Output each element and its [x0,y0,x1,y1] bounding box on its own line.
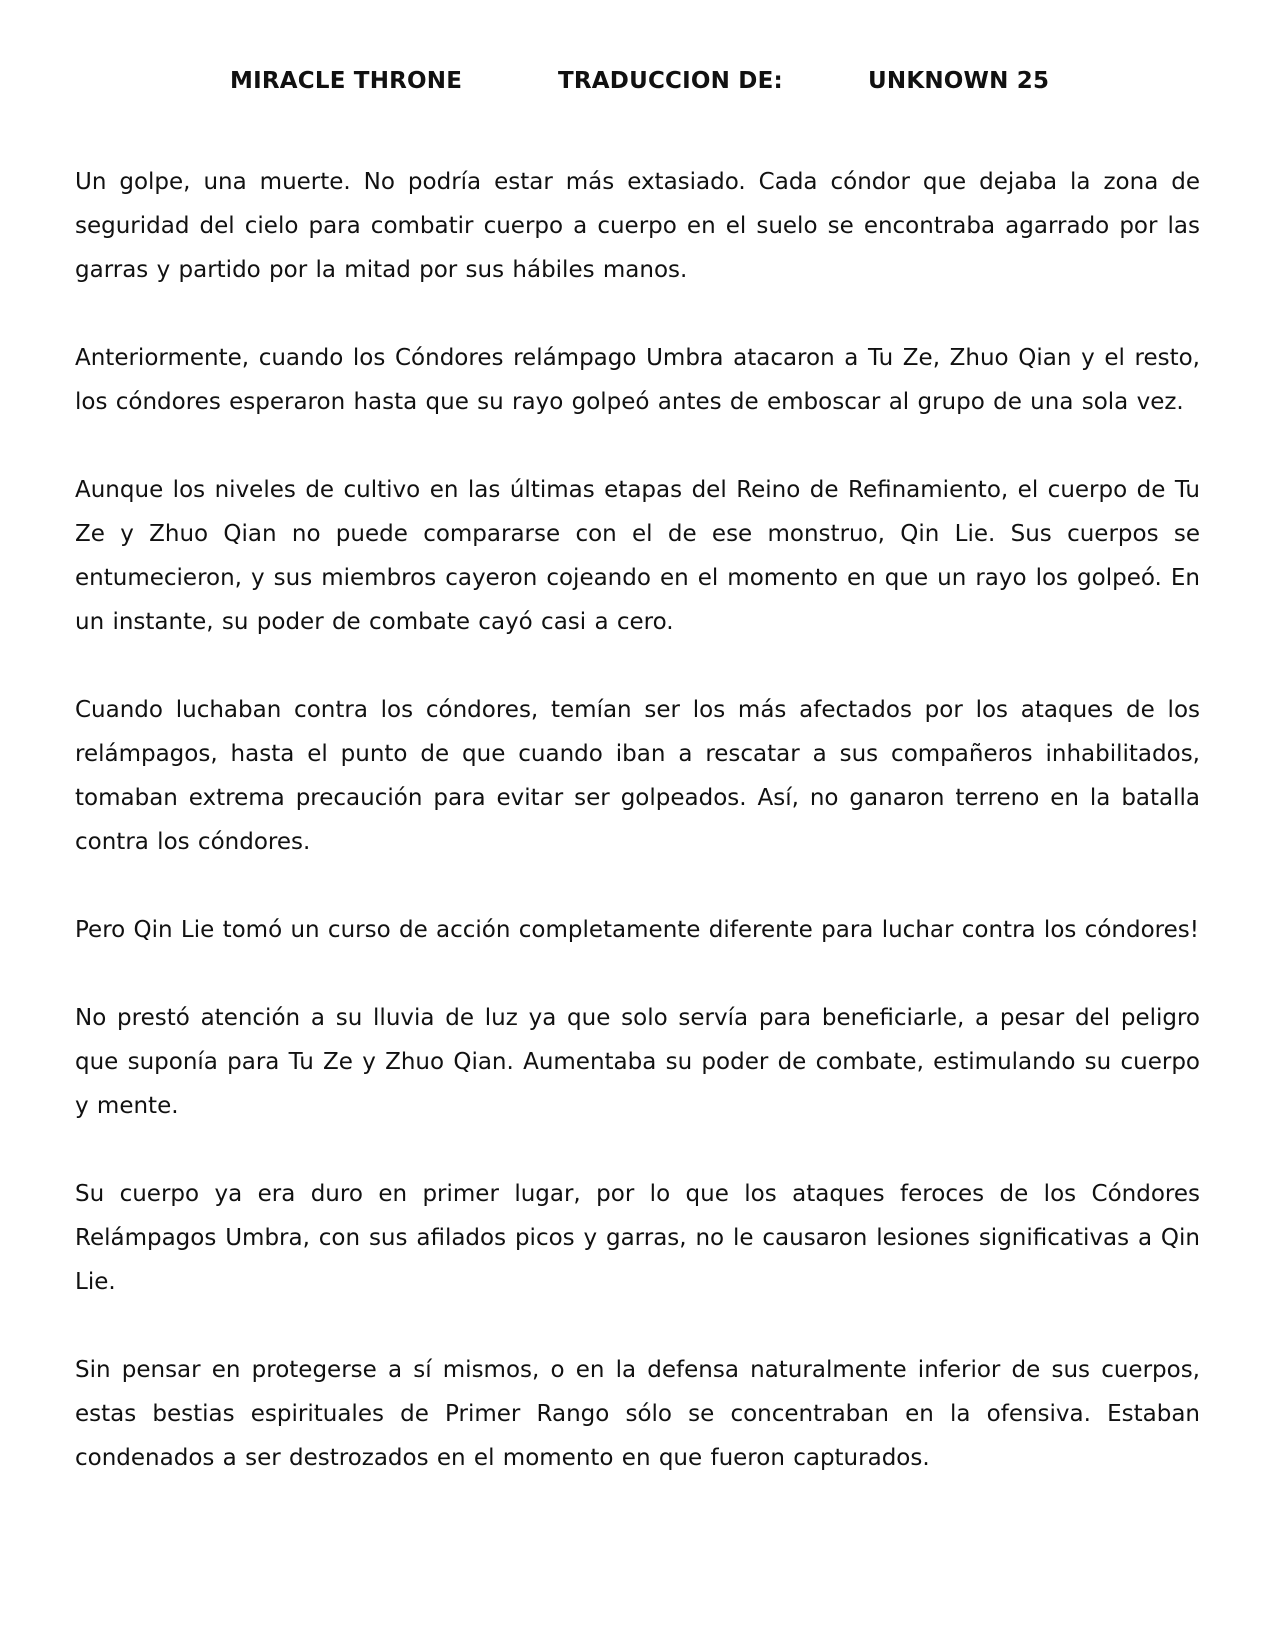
translator-name: UNKNOWN 25 [868,68,1050,94]
paragraph: Aunque los niveles de cultivo en las últimas etapas del Reino de Refinamiento, el cuerpo de Tu Ze y Zhuo Qian no puede compararse con el de ese monstruo, Qin Lie. Sus cuerpos se entumecieron, y sus miembros cayeron cojeando en el momento en que un rayo los golpeó. En un instante, su poder de combate cayó casi a cero. [75,477,1200,635]
paragraph: Pero Qin Lie tomó un curso de acción completamente diferente para luchar contra los cóndores! [75,917,1199,943]
page-header [0,68,1275,108]
translation-label: TRADUCCION DE: [558,68,783,94]
document-body [75,160,1200,1524]
paragraph: Su cuerpo ya era duro en primer lugar, por lo que los ataques feroces de los Cóndores Relámpagos Umbra, con sus afilados picos y garras, no le causaron lesiones significativas a Qin Lie. [75,1181,1200,1295]
paragraph: Cuando luchaban contra los cóndores, temían ser los más afectados por los ataques de los relámpagos, hasta el punto de que cuando iban a rescatar a sus compañeros inhabilitados, tomaban extrema precaución para evitar ser golpeados. Así, no ganaron terreno en la batalla contra los cóndores. [75,697,1200,855]
paragraph: No prestó atención a su lluvia de luz ya que solo servía para beneficiarle, a pesar del peligro que suponía para Tu Ze y Zhuo Qian. Aumentaba su poder de combate, estimulando su cuerpo y mente. [75,1005,1200,1119]
paragraph: Anteriormente, cuando los Cóndores relámpago Umbra atacaron a Tu Ze, Zhuo Qian y el resto, los cóndores esperaron hasta que su rayo golpeó antes de emboscar al grupo de una sola vez. [75,345,1200,415]
novel-title: MIRACLE THRONE [230,68,463,94]
paragraph: Un golpe, una muerte. No podría estar más extasiado. Cada cóndor que dejaba la zona de seguridad del cielo para combatir cuerpo a cuerpo en el suelo se encontraba agarrado por las garras y partido por la mitad por sus hábiles manos. [75,169,1200,283]
paragraph: Sin pensar en protegerse a sí mismos, o en la defensa naturalmente inferior de sus cuerpos, estas bestias espirituales de Primer Rango sólo se concentraban en la ofensiva. Estaban condenados a ser destrozados en el momento en que fueron capturados. [75,1357,1200,1471]
